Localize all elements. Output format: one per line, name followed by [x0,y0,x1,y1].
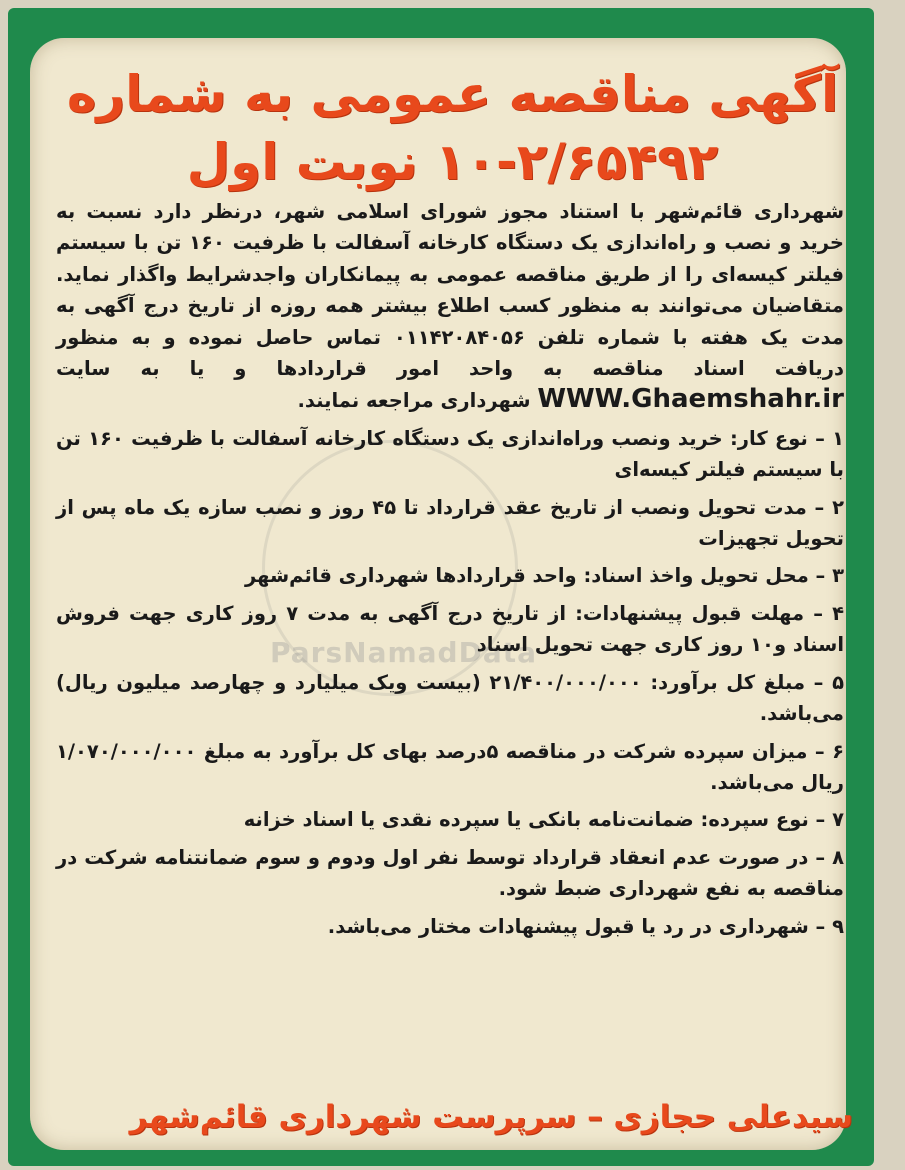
condition-item-1: ۱ – نوع کار: خرید ونصب وراه‌اندازی یک دستگاه کارخانه آسفالت با ظرفیت ۱۶۰ تن با سیستم فیلتر کیسه‌ای [56,426,844,482]
condition-item-8: ۸ – در صورت عدم انعقاد قرارداد توسط نفر اول ودوم و سوم ضمانتنامه شرکت در مناقصه به نفع شهرداری ضبط شود. [56,845,844,901]
website-link[interactable]: WWW.Ghaemshahr.ir [537,384,844,415]
condition-item-4: ۴ – مهلت قبول پیشنهادات: از تاریخ درج آگهی به مدت ۷ روز کاری جهت فروش اسناد و۱۰ روز کاری جهت تحویل اسناد [56,601,844,657]
condition-item-6: ۶ – میزان سپرده شرکت در مناقصه ۵درصد بهای کل برآورد به مبلغ ۱/۰۷۰/۰۰۰/۰۰۰ ریال می‌باشد. [56,739,845,794]
condition-item-2: ۲ – مدت تحویل ونصب از تاریخ عقد قرارداد تا ۴۵ روز و نصب سازه یک ماه پس از تحویل تجهیزات [56,495,844,551]
notice-title-line2: ۱۰-۲/۶۵۴۹۲ نوبت اول [186,133,719,191]
condition-item-9: ۹ – شهرداری در رد یا قبول پیشنهادات مختار می‌باشد. [327,914,844,938]
watermark-text: ParsNamadData [270,636,537,669]
condition-item-7: ۷ – نوع سپرده: ضمانت‌نامه بانکی یا سپرده نقدی یا اسناد خزانه [243,808,844,832]
intro-end-text: شهرداری مراجعه نمایند. [297,389,531,413]
condition-item-3: ۳ – محل تحویل واخذ اسناد: واحد قراردادها شهرداری قائم‌شهر [244,564,844,588]
notice-body [56,196,844,942]
notice-title-line1: آگهی مناقصه عمومی به شماره [66,65,839,123]
condition-item-5: ۵ – مبلغ کل برآورد: ۲۱/۴۰۰/۰۰۰/۰۰۰ (بیست ویک میلیارد و چهارصد میلیون ریال) می‌باشد. [56,670,844,726]
intro-text: شهرداری قائم‌شهر با استناد مجوز شورای اسلامی شهر، درنظر دارد نسبت به خرید و نصب و راه‌اندازی یک دستگاه کارخانه آسفالت با ظرفیت ۱۶۰ تن با سیستم فیلتر کیسه‌ای را از طریق مناقصه عمومی به پیمانکاران واجدشرایط واگذار نماید. متقاضیان می‌توانند به منظور کسب اطلاع بیشتر همه روزه از تاریخ درج آگهی به مدت یک هفته با شماره تلفن ۰۱۱۴۲۰۸۴۰۵۶ تماس حاصل نموده و به منظور دریافت اسناد مناقصه به واحد امور قراردادها و یا به سایت [56,200,844,381]
intro-paragraph [56,196,844,417]
signature-line: سیدعلی حجازی – سرپرست شهرداری قائم‌شهر [129,1099,853,1135]
